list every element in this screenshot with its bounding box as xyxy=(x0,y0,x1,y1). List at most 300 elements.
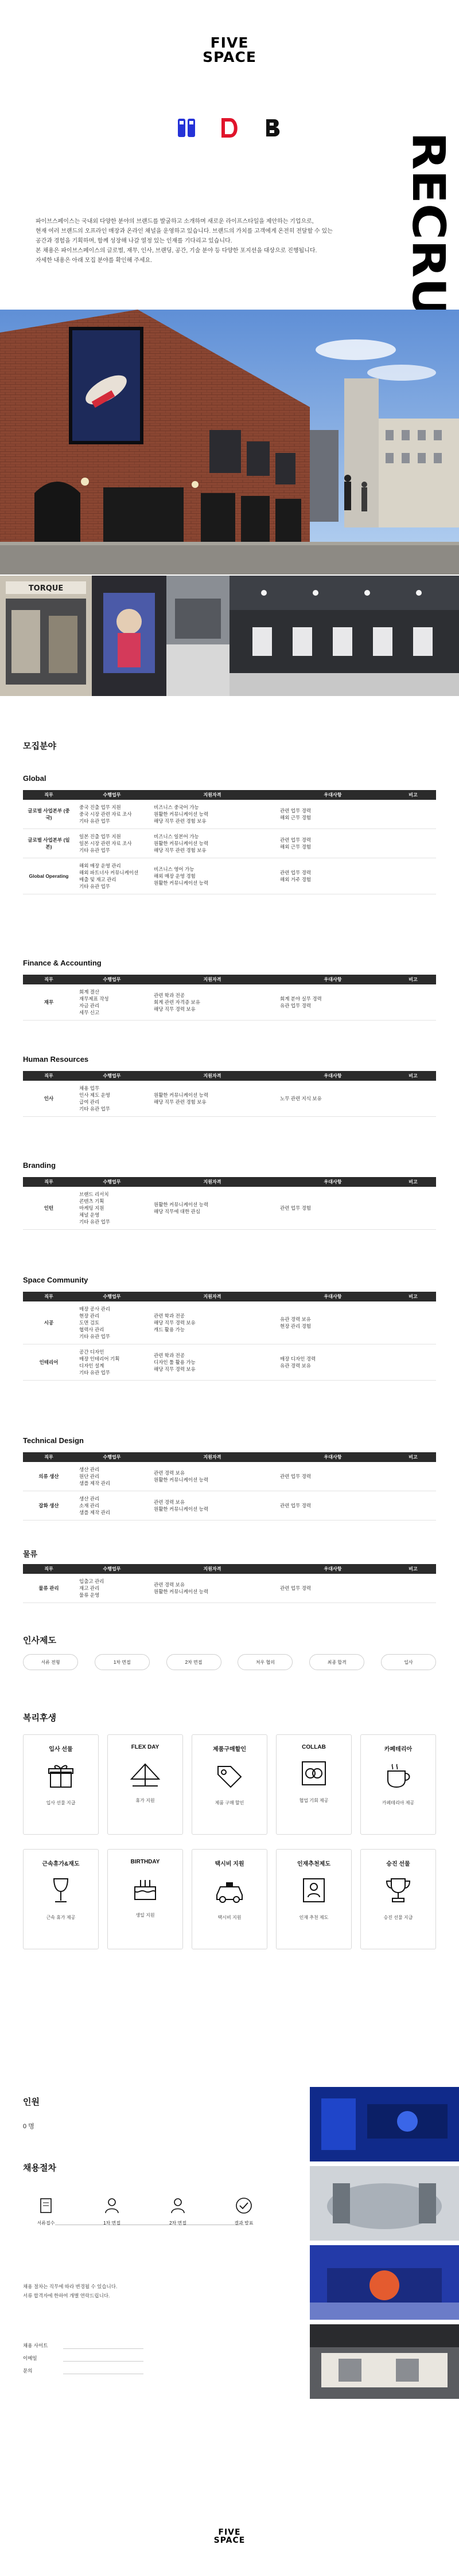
col-header: 수행업무 xyxy=(75,1452,149,1462)
hiring-process-title: 채용절차 xyxy=(23,2163,56,2173)
quals-cell xyxy=(149,858,275,894)
duties-cell xyxy=(75,829,149,858)
col-header: 지원자격 xyxy=(149,1452,275,1462)
table-header-row xyxy=(23,1452,436,1462)
duty: 콘텐츠 기획 xyxy=(79,1198,104,1204)
job-name: 재무 xyxy=(23,984,75,1021)
welfare-card xyxy=(23,1849,99,1949)
job-name: 인사 xyxy=(23,1081,75,1117)
welfare-card xyxy=(276,1849,352,1949)
duty: 일본 진출 업무 지원 xyxy=(79,834,121,839)
qual: 해당 직무 관련 경험 보유 xyxy=(154,847,207,853)
table-row xyxy=(23,1081,436,1117)
duty: 재무제표 작성 xyxy=(79,996,109,1002)
col-header: 비고 xyxy=(390,790,436,800)
col-header: 지원자격 xyxy=(149,790,275,800)
headcount-value: 0 명 xyxy=(23,2123,34,2130)
pref: 관련 업무 경력 xyxy=(280,1585,311,1591)
duties-cell xyxy=(75,984,149,1021)
svg-text:TORQUE: TORQUE xyxy=(28,584,64,593)
qual: 관련 학과 전공 xyxy=(154,1353,185,1358)
space-table xyxy=(23,1292,436,1381)
col-header: 직무 xyxy=(23,790,75,800)
duty: 중국 진출 업무 지원 xyxy=(79,804,121,810)
table-row xyxy=(23,800,436,829)
qual: 비즈니스 중국어 가능 xyxy=(154,804,199,810)
duty: 기타 유관 업무 xyxy=(79,1334,110,1339)
qual: 비즈니스 영어 가능 xyxy=(154,866,195,872)
hiring-note: 채용 절차는 직무에 따라 변경될 수 있습니다. xyxy=(23,2284,118,2289)
col-header: 직무 xyxy=(23,1177,75,1187)
qual: 해당 직무에 대한 관심 xyxy=(154,1209,200,1214)
duty: 매장 인테리어 기획 xyxy=(79,1356,120,1362)
duty: 채용 업무 xyxy=(79,1085,100,1091)
welfare-card-title: FLEX DAY xyxy=(131,1744,160,1750)
welfare-card-title: COLLAB xyxy=(302,1744,326,1750)
flow-label: 서류접수 xyxy=(37,2221,55,2226)
welfare-card-desc: 입사 선물 지급 xyxy=(46,1800,76,1805)
col-header: 지원자격 xyxy=(149,1071,275,1081)
quals-cell xyxy=(149,800,275,829)
qual: 관련 경력 보유 xyxy=(154,1470,185,1476)
welfare-card xyxy=(107,1734,183,1835)
duty: 기타 유관 업무 xyxy=(79,847,110,853)
duty: 회계 결산 xyxy=(79,989,100,995)
pref: 유관 업무 경력 xyxy=(280,1003,311,1008)
flow-step xyxy=(89,2196,135,2226)
process-steps xyxy=(23,1654,436,1670)
qual: 해당 직무 관련 경험 보유 xyxy=(154,1099,207,1105)
duty: 샘플 제작 관리 xyxy=(79,1480,110,1486)
welfare-card xyxy=(192,1849,267,1949)
intro-line: 공간과 경험을 기획하며, 함께 성장해 나갈 열정 있는 인재를 기다리고 있습니다. xyxy=(36,238,232,244)
table-row xyxy=(23,1491,436,1520)
prefs-cell xyxy=(275,1491,390,1520)
pref: 노무 관련 지식 보유 xyxy=(280,1096,322,1101)
flow-step xyxy=(23,2196,69,2226)
pref: 관련 업무 경력 xyxy=(280,808,311,814)
hr-table xyxy=(23,1071,436,1117)
duty: 원단 관리 xyxy=(79,1473,100,1479)
taxi-icon xyxy=(212,1875,247,1905)
note xyxy=(390,1081,436,1117)
logistics-table xyxy=(23,1564,436,1603)
table-header-row xyxy=(23,790,436,800)
contact-row xyxy=(23,2342,143,2349)
wine-icon xyxy=(43,1875,79,1905)
qual: 해당 직무 경력 보유 xyxy=(154,1320,196,1326)
section-hr-title: Human Resources xyxy=(23,1055,89,1064)
qual: 관련 학과 전공 xyxy=(154,992,185,998)
col-header: 비고 xyxy=(390,1071,436,1081)
duty: 세무 신고 xyxy=(79,1010,100,1015)
pref: 관련 업무 경력 xyxy=(280,837,311,843)
col-header: 직무 xyxy=(23,1452,75,1462)
duty: 도면 검토 xyxy=(79,1320,100,1326)
brand-a-logo[interactable] xyxy=(177,118,196,138)
pref: 해외 근무 경험 xyxy=(280,815,311,820)
duties-cell xyxy=(75,1574,149,1603)
col-header: 수행업무 xyxy=(75,790,149,800)
duty: 입출고 관리 xyxy=(79,1578,104,1584)
brand-logos xyxy=(172,118,287,140)
logo-line-2: SPACE xyxy=(203,49,256,65)
quals-cell xyxy=(149,984,275,1021)
welfare-card-title: 근속휴가&재도 xyxy=(42,1861,80,1867)
finance-table xyxy=(23,975,436,1021)
col-header: 우대사항 xyxy=(275,790,390,800)
col-header: 비고 xyxy=(390,1177,436,1187)
welfare-card-desc: 근속 휴가 제공 xyxy=(46,1915,76,1920)
duty: 인사 제도 운영 xyxy=(79,1092,110,1098)
side-photo-4 xyxy=(310,2324,459,2399)
contact-key: 채용 사이트 xyxy=(23,2343,48,2348)
duties-cell xyxy=(75,1491,149,1520)
duty: 중국 시장 관련 자료 조사 xyxy=(79,811,132,817)
headcount-title: 인원 xyxy=(23,2097,40,2107)
technical-table xyxy=(23,1452,436,1520)
welfare-card-desc: 승진 선물 지급 xyxy=(383,1915,413,1920)
welfare-grid-row-1 xyxy=(23,1734,436,1835)
welfare-card-desc: 카페테리아 제공 xyxy=(382,1800,415,1805)
table-row xyxy=(23,858,436,894)
col-header: 직무 xyxy=(23,975,75,984)
flow-check-icon xyxy=(234,2196,254,2215)
welfare-card-desc: 생일 지원 xyxy=(135,1913,155,1918)
hiring-process-flow xyxy=(23,2196,275,2259)
footer-logo[interactable] xyxy=(0,2528,459,2544)
duty: 기타 유관 업무 xyxy=(79,1106,110,1112)
contact-value[interactable] xyxy=(63,2355,143,2362)
global-table xyxy=(23,790,436,894)
hiring-notes xyxy=(23,2282,281,2300)
col-header: 지원자격 xyxy=(149,1292,275,1301)
section-branding-title: Branding xyxy=(23,1161,56,1170)
job-name: 인턴 xyxy=(23,1187,75,1230)
svg-text:RECRUIT: RECRUIT xyxy=(402,132,453,348)
duties-cell xyxy=(75,800,149,829)
col-header: 우대사항 xyxy=(275,1452,390,1462)
referral-icon xyxy=(296,1875,332,1905)
intro-line: 본 채용은 파이브스페이스의 글로벌, 재무, 인사, 브랜딩, 공간, 기술 분야 등 다양한 포지션을 대상으로 진행됩니다. xyxy=(36,248,317,254)
intro-line: 자세한 내용은 아래 모집 분야를 확인해 주세요. xyxy=(36,257,152,264)
table-row xyxy=(23,1187,436,1230)
quals-cell xyxy=(149,1301,275,1344)
qual: 원활한 커뮤니케이션 능력 xyxy=(154,1589,209,1594)
process-step: 처우 협의 xyxy=(238,1654,293,1670)
prefs-cell xyxy=(275,800,390,829)
qual: 비즈니스 일본어 가능 xyxy=(154,834,199,839)
welfare-title: 복리후생 xyxy=(23,1713,56,1723)
table-header-row xyxy=(23,1292,436,1301)
note xyxy=(390,1301,436,1344)
side-photo-3 xyxy=(310,2245,459,2320)
duty: 소재 관리 xyxy=(79,1503,100,1508)
duty: 브랜드 리서치 xyxy=(79,1191,109,1197)
job-name: 의류 생산 xyxy=(23,1462,75,1491)
intro-line: 파이브스페이스는 국내외 다양한 분야의 브랜드를 발굴하고 소개하며 새로운 라이프스타일을 제안하는 기업으로, xyxy=(36,218,314,225)
note xyxy=(390,829,436,858)
section-finance-title: Finance & Accounting xyxy=(23,959,102,967)
col-header: 수행업무 xyxy=(75,1564,149,1574)
welfare-card-title: 제품구매할인 xyxy=(213,1746,246,1753)
col-header: 지원자격 xyxy=(149,1564,275,1574)
table-row xyxy=(23,1301,436,1344)
col-header: 비고 xyxy=(390,1292,436,1301)
job-name: 잡화 생산 xyxy=(23,1491,75,1520)
photo-interior-2 xyxy=(92,576,166,696)
trophy-icon xyxy=(380,1875,416,1905)
note xyxy=(390,1574,436,1603)
qual: 해외 매장 운영 경험 xyxy=(154,873,196,879)
section-technical-title: Technical Design xyxy=(23,1436,84,1445)
table-header-row xyxy=(23,1564,436,1574)
flow-person-icon xyxy=(102,2196,122,2215)
duties-cell xyxy=(75,1462,149,1491)
duty: 마케팅 지원 xyxy=(79,1205,104,1211)
duties-cell xyxy=(75,1187,149,1230)
qual: 원활한 커뮤니케이션 능력 xyxy=(154,841,209,846)
pref: 해외 근무 경험 xyxy=(280,844,311,850)
welfare-card xyxy=(276,1734,352,1835)
col-header: 비고 xyxy=(390,975,436,984)
col-header: 비고 xyxy=(390,1452,436,1462)
job-name: 시공 xyxy=(23,1301,75,1344)
brand-d-logo[interactable] xyxy=(220,118,239,138)
cake-icon xyxy=(127,1873,163,1903)
table-row xyxy=(23,984,436,1021)
process-step: 최종 합격 xyxy=(309,1654,364,1670)
welfare-card xyxy=(107,1849,183,1949)
process-step: 서류 전형 xyxy=(23,1654,78,1670)
duties-cell xyxy=(75,858,149,894)
col-header: 우대사항 xyxy=(275,1177,390,1187)
pref: 관련 업무 경험 xyxy=(280,1205,311,1211)
col-header: 비고 xyxy=(390,1564,436,1574)
gift-icon xyxy=(43,1761,79,1791)
welfare-card-title: 입사 선물 xyxy=(49,1746,73,1753)
welfare-card-title: 카페테리아 xyxy=(384,1746,413,1753)
qual: 관련 학과 전공 xyxy=(154,1313,185,1319)
contact-row xyxy=(23,2367,143,2374)
prefs-cell xyxy=(275,1462,390,1491)
welfare-grid-row-2 xyxy=(23,1849,436,1949)
contact-key: 이메일 xyxy=(23,2355,37,2361)
footer-logo-line-1: FIVE xyxy=(218,2528,241,2537)
note xyxy=(390,858,436,894)
duty: 기타 유관 업무 xyxy=(79,884,110,889)
note xyxy=(390,800,436,829)
table-header-row xyxy=(23,1071,436,1081)
quals-cell xyxy=(149,1344,275,1381)
welfare-card-desc: 협업 기회 제공 xyxy=(299,1798,329,1803)
side-photo-2 xyxy=(310,2166,459,2241)
pref: 관련 업무 경력 xyxy=(280,1503,311,1508)
contact-value[interactable] xyxy=(63,2367,143,2374)
prefs-cell xyxy=(275,1081,390,1117)
welfare-card-desc: 택시비 지원 xyxy=(217,1915,242,1920)
flow-doc-icon xyxy=(36,2196,56,2215)
logo-line-1: FIVE xyxy=(210,34,249,51)
flow-step xyxy=(221,2196,267,2226)
qual: 해당 직무 경력 보유 xyxy=(154,1006,196,1012)
pref: 유관 경력 보유 xyxy=(280,1316,311,1322)
qual: 원활한 커뮤니케이션 능력 xyxy=(154,1477,209,1483)
flow-person-icon xyxy=(168,2196,188,2215)
qual: 원활한 커뮤니케이션 능력 xyxy=(154,880,209,886)
job-name: Global Operating xyxy=(23,858,75,894)
table-row xyxy=(23,829,436,858)
storefront-photo xyxy=(0,310,459,574)
quals-cell xyxy=(149,1491,275,1520)
col-header: 수행업무 xyxy=(75,1071,149,1081)
welfare-card-desc: 제품 구매 할인 xyxy=(215,1800,244,1805)
duty: 채널 운영 xyxy=(79,1212,100,1218)
contact-row xyxy=(23,2355,143,2362)
flow-label: 결과 발표 xyxy=(234,2221,254,2226)
process-title: 인사제도 xyxy=(23,1636,56,1645)
note xyxy=(390,984,436,1021)
job-name: 글로벌 사업본부 (일본) xyxy=(23,829,75,858)
duty: 기타 유관 업무 xyxy=(79,1219,110,1225)
section-global-title: Global xyxy=(23,774,46,783)
col-header: 우대사항 xyxy=(275,975,390,984)
col-header: 우대사항 xyxy=(275,1564,390,1574)
duty: 매출 및 재고 관리 xyxy=(79,877,116,882)
tag-icon xyxy=(212,1761,247,1791)
duty: 생산 관리 xyxy=(79,1467,100,1472)
table-header-row xyxy=(23,1177,436,1187)
welfare-card xyxy=(360,1849,436,1949)
col-header: 수행업무 xyxy=(75,975,149,984)
col-header: 우대사항 xyxy=(275,1071,390,1081)
qual: 원활한 커뮤니케이션 능력 xyxy=(154,811,209,817)
coffee-icon xyxy=(380,1761,416,1791)
qual: 원활한 커뮤니케이션 능력 xyxy=(154,1506,209,1512)
prefs-cell xyxy=(275,1574,390,1603)
job-name: 물류 관리 xyxy=(23,1574,75,1603)
qual: 원활한 커뮤니케이션 능력 xyxy=(154,1092,209,1098)
quals-cell xyxy=(149,1462,275,1491)
duty: 현장 관리 xyxy=(79,1313,100,1319)
pref: 관련 업무 경력 xyxy=(280,870,311,875)
qual: 회계 관련 자격증 보유 xyxy=(154,999,200,1005)
col-header: 수행업무 xyxy=(75,1177,149,1187)
duty: 자금 관리 xyxy=(79,1003,100,1008)
pref: 관련 업무 경력 xyxy=(280,1473,311,1479)
branding-table xyxy=(23,1177,436,1230)
contact-info xyxy=(23,2342,143,2380)
prefs-cell xyxy=(275,1301,390,1344)
duty: 해외 매장 운영 관리 xyxy=(79,863,121,869)
hiring-note: 서류 합격자에 한하여 개별 연락드립니다. xyxy=(23,2293,110,2299)
duty: 디자인 설계 xyxy=(79,1363,104,1369)
qual: 관련 경력 보유 xyxy=(154,1582,185,1588)
photo-interior-4 xyxy=(230,576,459,696)
welfare-card xyxy=(23,1734,99,1835)
note xyxy=(390,1491,436,1520)
prefs-cell xyxy=(275,1344,390,1381)
duty: 공간 디자인 xyxy=(79,1349,104,1355)
process-step: 입사 xyxy=(381,1654,436,1670)
job-name: 인테리어 xyxy=(23,1344,75,1381)
intro-text xyxy=(36,217,334,265)
photo-interior-3 xyxy=(166,576,230,696)
store-photo-strip xyxy=(0,576,459,696)
welfare-card-title: BIRTHDAY xyxy=(130,1859,160,1865)
col-header: 직무 xyxy=(23,1564,75,1574)
welfare-card-desc: 인재 추천 제도 xyxy=(299,1915,329,1920)
pref: 매장 디자인 경력 xyxy=(280,1356,316,1362)
duties-cell xyxy=(75,1344,149,1381)
duty: 재고 관리 xyxy=(79,1585,100,1591)
recruit-title: 모집분야 xyxy=(23,741,56,751)
job-name: 글로벌 사업본부 (중국) xyxy=(23,800,75,829)
section-space-title: Space Community xyxy=(23,1276,88,1284)
note xyxy=(390,1187,436,1230)
col-header: 지원자격 xyxy=(149,975,275,984)
duty: 급여 관리 xyxy=(79,1099,100,1105)
qual: 해당 직무 경력 보유 xyxy=(154,1366,196,1372)
table-row xyxy=(23,1344,436,1381)
duties-cell xyxy=(75,1301,149,1344)
welfare-card-desc: 휴가 지원 xyxy=(135,1798,155,1803)
section-logistics-title: 물류 xyxy=(23,1550,38,1558)
intro-line: 현재 여러 브랜드의 오프라인 매장과 온라인 채널을 운영하고 있습니다. 브랜드의 가치를 고객에게 온전히 전달할 수 있는 xyxy=(36,228,333,234)
duty: 기타 유관 업무 xyxy=(79,1370,110,1375)
duty: 샘플 제작 관리 xyxy=(79,1510,110,1515)
quals-cell xyxy=(149,1187,275,1230)
qual: 캐드 활용 가능 xyxy=(154,1327,185,1332)
duty: 협력사 관리 xyxy=(79,1327,104,1332)
col-header: 직무 xyxy=(23,1071,75,1081)
prefs-cell xyxy=(275,829,390,858)
flex-day-icon xyxy=(127,1758,163,1788)
duty: 생산 관리 xyxy=(79,1496,100,1502)
duties-cell xyxy=(75,1081,149,1117)
collab-icon xyxy=(296,1758,332,1788)
duty: 해외 파트너사 커뮤니케이션 xyxy=(79,870,139,875)
flow-label: 2차 면접 xyxy=(169,2221,186,2226)
table-row xyxy=(23,1462,436,1491)
quals-cell xyxy=(149,829,275,858)
col-header: 직무 xyxy=(23,1292,75,1301)
photo-interior-1 xyxy=(0,576,92,696)
pref: 현장 관리 경험 xyxy=(280,1323,311,1329)
contact-value[interactable] xyxy=(63,2342,143,2349)
five-space-logo[interactable] xyxy=(0,36,459,64)
col-header: 우대사항 xyxy=(275,1292,390,1301)
prefs-cell xyxy=(275,1187,390,1230)
note xyxy=(390,1462,436,1491)
welfare-card-title: 승진 선물 xyxy=(386,1861,410,1867)
duty: 매장 공사 관리 xyxy=(79,1306,110,1312)
brand-b-logo[interactable] xyxy=(263,118,282,138)
flow-step xyxy=(155,2196,201,2226)
duty: 일본 시장 관련 자료 조사 xyxy=(79,841,132,846)
table-header-row xyxy=(23,975,436,984)
quals-cell xyxy=(149,1574,275,1603)
welfare-card-title: 택시비 지원 xyxy=(215,1861,244,1867)
qual: 해당 직무 관련 경험 보유 xyxy=(154,818,207,824)
pref: 해외 거주 경험 xyxy=(280,877,311,882)
welfare-card xyxy=(360,1734,436,1835)
qual: 관련 경력 보유 xyxy=(154,1499,185,1505)
duty: 기타 유관 업무 xyxy=(79,818,110,824)
duty: 물류 운영 xyxy=(79,1592,100,1598)
qual: 원활한 커뮤니케이션 능력 xyxy=(154,1202,209,1207)
welfare-card-title: 인재추천제도 xyxy=(297,1861,330,1867)
